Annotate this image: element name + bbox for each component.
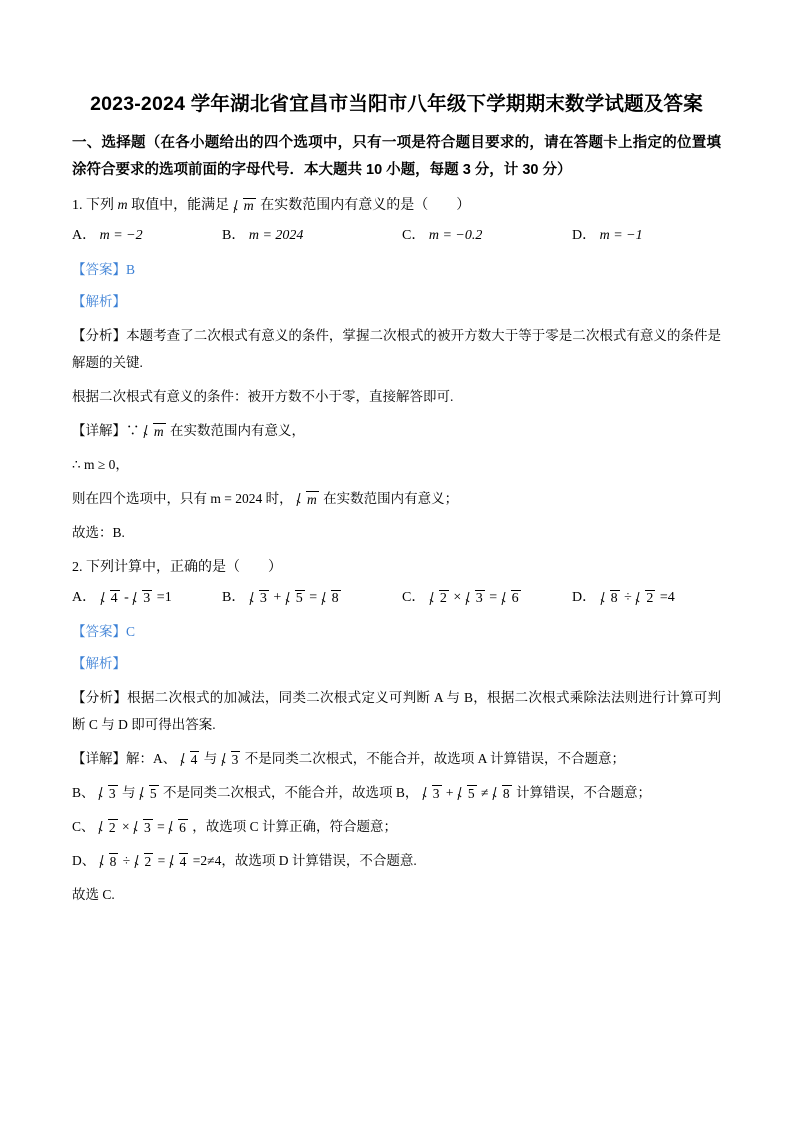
question-2-answer bbox=[72, 619, 721, 645]
option-a-label: A． bbox=[72, 228, 97, 243]
radical-5: 5 bbox=[140, 785, 159, 801]
radical-5: 5 bbox=[458, 785, 477, 801]
detail-c-eq: = bbox=[157, 819, 165, 834]
question-1-detail-line-1 bbox=[72, 417, 721, 444]
option-d[interactable] bbox=[572, 583, 732, 613]
option-b-label: B． bbox=[222, 590, 246, 605]
detail-line3-suffix: 在实数范围内有意义； bbox=[323, 491, 459, 506]
detail-tag: 【详解】 bbox=[72, 751, 126, 766]
detail-b-mid: 与 bbox=[122, 785, 136, 800]
question-1-variable: m bbox=[117, 198, 128, 213]
radical-3: 3 bbox=[250, 590, 269, 606]
answer-value: B bbox=[126, 262, 136, 277]
radical-8: 8 bbox=[493, 785, 512, 801]
question-1-stem-tail: 在实数范围内有意义的是（ ） bbox=[260, 198, 471, 213]
question-2-stem-text: 下列计算中，正确的是（ ） bbox=[86, 560, 282, 575]
option-d-label: D． bbox=[572, 590, 597, 605]
option-c-label: C． bbox=[402, 590, 426, 605]
question-1-analysis-label: 【解析】 bbox=[72, 294, 126, 309]
question-1-options bbox=[72, 221, 721, 251]
detail-prefix: ∵ bbox=[126, 423, 140, 438]
radical-4: 4 bbox=[101, 590, 120, 606]
option-d[interactable] bbox=[572, 221, 732, 251]
question-2-detail-d bbox=[72, 847, 721, 874]
option-b-text: m = 2024 bbox=[248, 228, 304, 243]
question-1-analysis-2: 根据二次根式有意义的条件：被开方数不小于零，直接解答即可. bbox=[72, 389, 454, 404]
option-c-equals: = bbox=[489, 590, 498, 605]
option-c[interactable] bbox=[402, 221, 572, 251]
question-1-detail-line-2: ∴ m ≥ 0， bbox=[72, 457, 129, 472]
radical-3: 3 bbox=[133, 590, 152, 606]
radical-3: 3 bbox=[99, 785, 118, 801]
option-a[interactable] bbox=[72, 583, 222, 613]
detail-d-eq: = bbox=[157, 853, 166, 868]
option-c-label: C． bbox=[402, 228, 426, 243]
radical-8: 8 bbox=[322, 590, 341, 606]
question-1-number: 1. bbox=[72, 198, 83, 213]
radical-m-detail-2: m bbox=[297, 491, 319, 507]
option-d-text: m = −1 bbox=[599, 228, 643, 243]
radical-3: 3 bbox=[466, 590, 485, 606]
detail-intro: 解： bbox=[126, 751, 153, 766]
option-a-result: =1 bbox=[156, 590, 172, 605]
radical-6: 6 bbox=[169, 819, 188, 835]
radical-2: 2 bbox=[135, 853, 154, 869]
answer-label: 【答案】 bbox=[72, 624, 126, 639]
question-2-number: 2. bbox=[72, 560, 83, 575]
option-c[interactable] bbox=[402, 583, 572, 613]
option-b[interactable] bbox=[222, 221, 402, 251]
detail-d-op: ÷ bbox=[122, 853, 131, 868]
analysis-tag: 【分析】 bbox=[72, 328, 127, 343]
option-c-text: m = −0.2 bbox=[428, 228, 483, 243]
detail-c-text: ，故选项 C 计算正确，符合题意； bbox=[192, 819, 398, 834]
radical-6: 6 bbox=[502, 590, 521, 606]
radical-2: 2 bbox=[99, 819, 118, 835]
option-b-equals: = bbox=[309, 590, 318, 605]
question-2-analysis-label: 【解析】 bbox=[72, 656, 126, 671]
question-1-detail-line-3 bbox=[72, 485, 721, 512]
radical-4: 4 bbox=[170, 853, 189, 869]
detail-b-neq: ≠ bbox=[481, 785, 489, 800]
question-2-conclusion: 故选 C. bbox=[72, 887, 115, 902]
option-a-label: A． bbox=[72, 590, 97, 605]
answer-value: C bbox=[126, 624, 136, 639]
option-c-operator: × bbox=[453, 590, 462, 605]
question-1-answer bbox=[72, 257, 721, 283]
analysis-text: 本题考查了二次根式有意义的条件，掌握二次根式的被开方数大于等于零是二次根式有意义的条件是解题的关键. bbox=[72, 328, 722, 370]
analysis-tag: 【分析】 bbox=[72, 690, 128, 705]
detail-suffix: 在实数范围内有意义， bbox=[170, 423, 305, 438]
detail-b-op: + bbox=[445, 785, 454, 800]
question-2-detail-a bbox=[72, 745, 721, 772]
option-b-operator: + bbox=[273, 590, 282, 605]
question-2-options bbox=[72, 583, 721, 613]
detail-tag: 【详解】 bbox=[72, 423, 126, 438]
detail-c-prefix: C、 bbox=[72, 819, 95, 834]
page-title: 2023-2024 学年湖北省宜昌市当阳市八年级下学期期末数学试题及答案 bbox=[90, 93, 703, 115]
question-2-detail-c bbox=[72, 813, 721, 840]
option-b[interactable] bbox=[222, 583, 402, 613]
option-b-label: B． bbox=[222, 228, 246, 243]
question-1-stem-before: 下列 bbox=[86, 198, 114, 213]
answer-label: 【答案】 bbox=[72, 262, 126, 277]
option-a[interactable] bbox=[72, 221, 222, 251]
radical-3: 3 bbox=[222, 751, 241, 767]
question-2-detail-b bbox=[72, 779, 721, 806]
radical-m: m bbox=[234, 198, 256, 214]
radical-3: 3 bbox=[423, 785, 442, 801]
radical-2: 2 bbox=[430, 590, 449, 606]
detail-b-tail: 计算错误，不合题意； bbox=[515, 785, 651, 800]
option-a-operator: - bbox=[124, 590, 129, 605]
detail-b-prefix: B、 bbox=[72, 785, 95, 800]
radical-5: 5 bbox=[286, 590, 305, 606]
radical-8: 8 bbox=[100, 853, 119, 869]
radical-4: 4 bbox=[181, 751, 200, 767]
question-1-stem bbox=[72, 193, 721, 219]
detail-d-text: =2≠4，故选项 D 计算错误，不合题意. bbox=[192, 853, 417, 868]
question-1-analysis bbox=[72, 322, 721, 376]
analysis-text: 根据二次根式的加减法，同类二次根式定义可判断 A 与 B，根据二次根式乘除法法则进行计算可判断 C 与 D 即可得出答案. bbox=[72, 690, 722, 732]
detail-d-prefix: D、 bbox=[72, 853, 96, 868]
detail-b-text: 不是同类二次根式，不能合并，故选项 B， bbox=[163, 785, 419, 800]
question-1-stem-after: 取值中，能满足 bbox=[131, 198, 230, 213]
detail-c-op: × bbox=[122, 819, 130, 834]
detail-a-text: 不是同类二次根式，不能合并，故选项 A 计算错误，不合题意； bbox=[244, 751, 626, 766]
detail-a-prefix: A、 bbox=[153, 751, 177, 766]
question-1-conclusion: 故选：B. bbox=[72, 525, 125, 540]
radical-m-detail: m bbox=[144, 423, 166, 439]
option-d-result: =4 bbox=[659, 590, 675, 605]
radical-2: 2 bbox=[636, 590, 655, 606]
detail-line3-prefix: 则在四个选项中，只有 m = 2024 时， bbox=[72, 491, 293, 506]
option-d-operator: ÷ bbox=[624, 590, 632, 605]
radical-3: 3 bbox=[134, 819, 153, 835]
option-a-text: m = −2 bbox=[99, 228, 143, 243]
question-2-stem bbox=[72, 555, 721, 581]
section-heading: 一、选择题（在各小题给出的四个选项中，只有一项是符合题目要求的，请在答题卡上指定的位置填涂符合要求的选项前面的字母代号．本大题共 10 小题，每题 3 分，计 30 分） bbox=[72, 135, 721, 178]
radical-8: 8 bbox=[601, 590, 620, 606]
question-2-analysis bbox=[72, 684, 721, 738]
option-d-label: D． bbox=[572, 228, 597, 243]
detail-a-mid: 与 bbox=[203, 751, 218, 766]
